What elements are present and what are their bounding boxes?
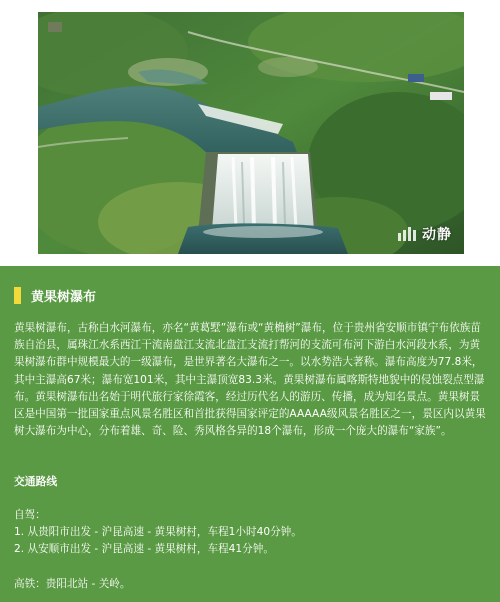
watermark-logo [398,224,452,244]
route-item: 2. 从安顺市出发 - 沪昆高速 - 黄果树村，车程41分钟。 [14,543,274,556]
heading-accent-bar [14,287,21,304]
route-item: 1. 从贵阳市出发 - 沪昆高速 - 黄果树村，车程1小时40分钟。 [14,526,302,539]
rail-route: 高铁：贵阳北站 - 关岭。 [14,578,131,590]
watermark-bars-icon [398,227,416,241]
article-body: 黄果树瀑布，古称白水河瀑布，亦名“黄葛墅”瀑布或“黄桷树”瀑布，位于贵州省安顺市镇宁布依族苗族自治县，属珠江水系西江干流南盘江支流北盘江支流打帮河的支流可布河下游白水河段水系，为黄果树瀑布群中规模最大的一级瀑布，是世界著名大瀑布之一。以水势浩大著称。瀑布高度为77.8米，其中主瀑高67米；瀑布宽101米，其中主瀑顶宽83.3米。黄果树瀑布属喀斯特地貌中的侵蚀裂点型瀑布。黄果树瀑布出名始于明代旅行家徐霞客，经过历代名人的游历、传播，成为知名景点。黄果树景区是中国第一批国家重点风景名胜区和首批获得国家评定的AAAAA级风景名胜区之一，景区内以黄果树大瀑布为中心，分布着雄、奇、险、秀风格各异的18个瀑布，形成一个庞大的瀑布“家族”。 [14,322,486,438]
routes-list [14,507,302,559]
self-drive-label: 自驾： [14,509,46,521]
waterfall-photo [38,12,464,254]
routes-heading: 交通路线 [14,475,58,488]
article-title: 黄果树瀑布 [31,290,97,305]
section-heading [14,286,96,305]
hero-image-area [0,0,500,266]
watermark-text: 动静 [422,227,452,243]
waterfall-illustration [38,12,464,254]
article-panel [0,266,500,602]
